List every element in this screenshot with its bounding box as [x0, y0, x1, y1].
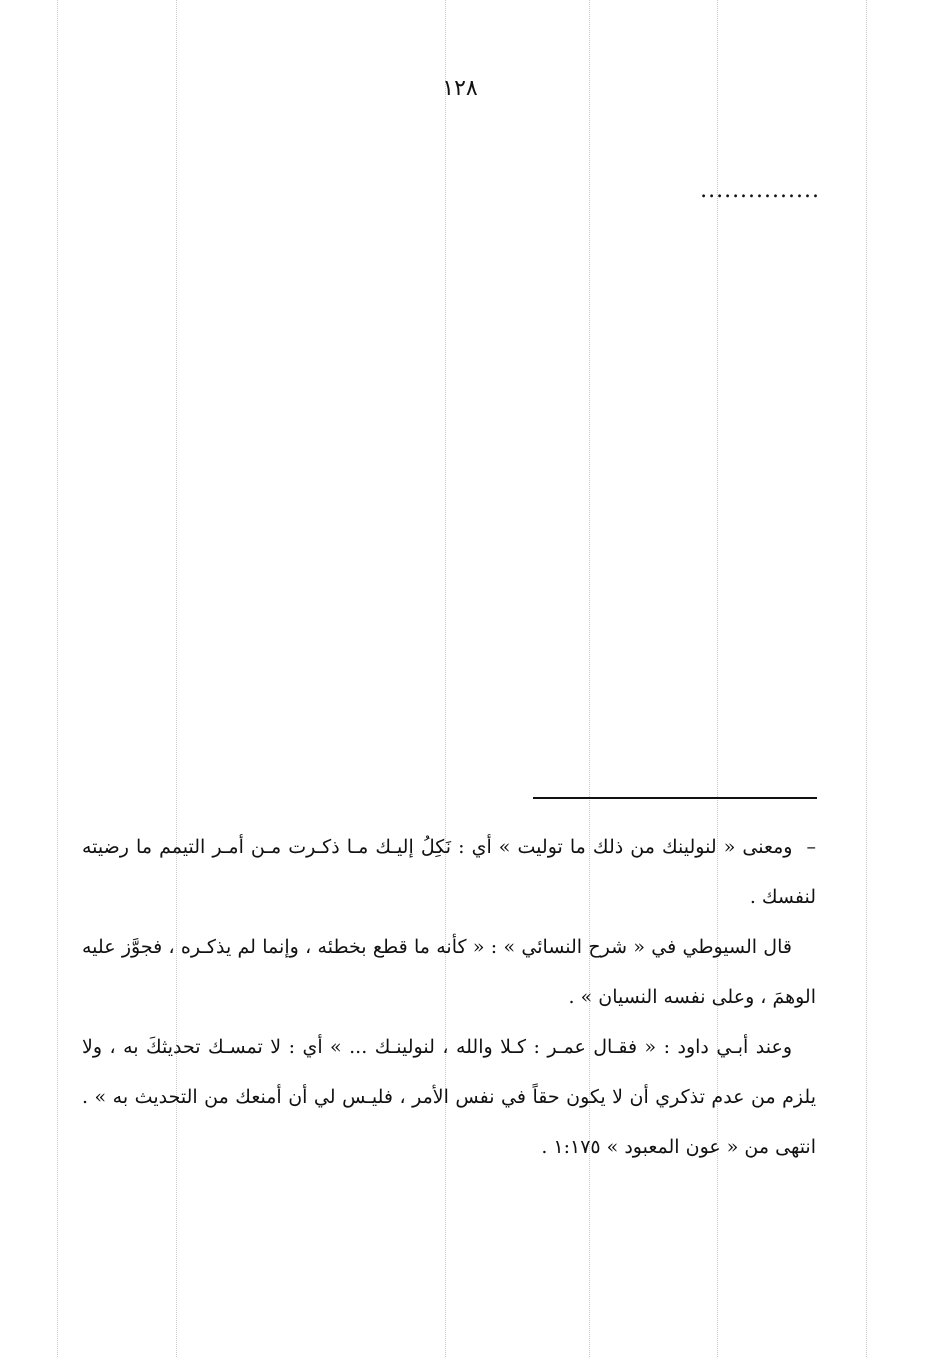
footnote-paragraph	[82, 822, 816, 922]
footnotes-section	[82, 822, 816, 1172]
scan-artifact-line	[57, 0, 58, 1357]
footnote-paragraph: وعند أبـي داود : « فقـال عمـر : كـلا والله ، لنولينـك ... » أي : لا تمسـك تحديثكَ به ، ولا يلزم من عدم تذكري أن لا يكون حقاً في نفس الأمر ، فليـس لي أن أمنعك من التحديث به » . انتهى من « عون المعبود » ١:١٧٥ .	[82, 1036, 816, 1158]
footnote-text: ومعنى « لنولينك من ذلك ما توليت » أي : نَكِلُ إليـك مـا ذكـرت مـن أمـر التيمم ما رضيته لنفسك .	[82, 836, 816, 908]
footnote-paragraph: قال السيوطي في « شرح النسائي » : « كأنه ما قطع بخطئه ، وإنما لم يذكـره ، فجوَّز عليه الوهمَ ، وعلى نفسه النسيان » .	[82, 936, 816, 1008]
page-number: ١٢٨	[442, 76, 478, 101]
footnote-dash: –	[806, 836, 816, 858]
scan-artifact-line	[866, 0, 867, 1357]
omission-dots: ...............	[700, 178, 820, 203]
footnote-separator	[533, 797, 817, 799]
